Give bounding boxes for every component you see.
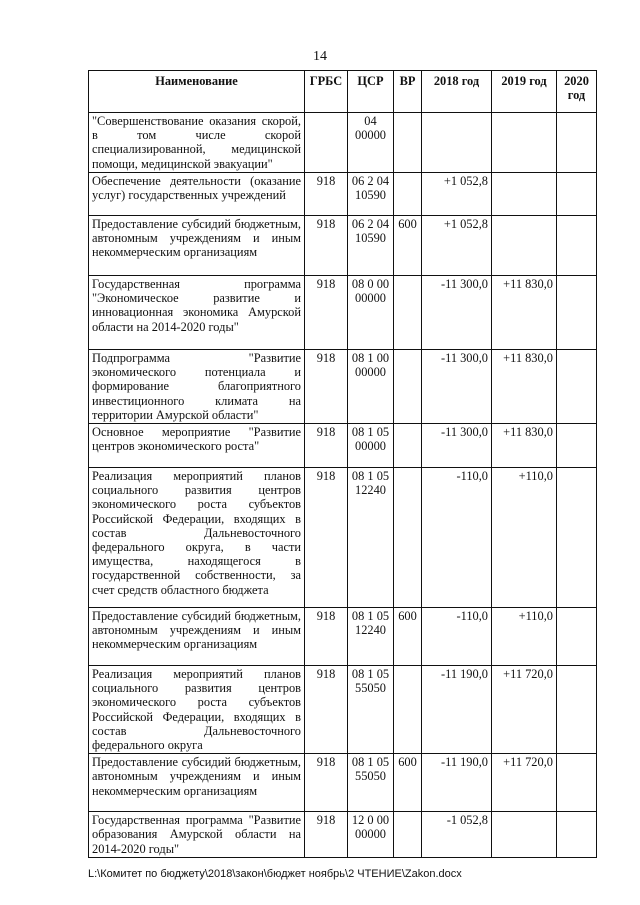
cell-csr: 08 1 05 00000: [348, 424, 394, 468]
table-row: [89, 666, 597, 754]
cell-csr: 12 0 00 00000: [348, 812, 394, 858]
cell-csr: 08 1 05 55050: [348, 754, 394, 812]
cell-2019: [492, 216, 557, 276]
table-row: [89, 173, 597, 216]
header-csr: ЦСР: [348, 71, 394, 113]
cell-csr: 08 1 00 00000: [348, 350, 394, 424]
cell-2019: +11 830,0: [492, 424, 557, 468]
cell-2018: -110,0: [422, 468, 492, 608]
cell-vr: [394, 424, 422, 468]
cell-vr: [394, 468, 422, 608]
cell-csr: 06 2 04 10590: [348, 216, 394, 276]
table-header-row: [89, 71, 597, 113]
cell-2020: [557, 608, 597, 666]
cell-2018: [422, 113, 492, 173]
page-number: 14: [313, 49, 327, 64]
cell-name: Государственная программа "Экономическое развитие и инновационная экономика Амурской области на 2014-2020 годы": [89, 276, 305, 350]
cell-name: Предоставление субсидий бюджетным, автономным учреждениям и иным некоммерческим организациям: [89, 754, 305, 812]
header-2018: 2018 год: [422, 71, 492, 113]
cell-grbs: 918: [305, 276, 348, 350]
cell-vr: [394, 276, 422, 350]
header-name: Наименование: [89, 71, 305, 113]
cell-name: Реализация мероприятий планов социального развития центров экономического роста субъектов Российской Федерации, входящих в состав Дальневосточного федерального округа, в части имущества, находящегося в государственной собственности, за счет средств областного бюджета: [89, 468, 305, 608]
cell-vr: [394, 812, 422, 858]
cell-2018: -11 300,0: [422, 424, 492, 468]
cell-vr: 600: [394, 608, 422, 666]
cell-2019: [492, 812, 557, 858]
cell-name: Подпрограмма "Развитие экономического потенциала и формирование благоприятного инвестиционного климата на территории Амурской области": [89, 350, 305, 424]
cell-2018: -11 190,0: [422, 754, 492, 812]
cell-grbs: 918: [305, 350, 348, 424]
cell-2019: +110,0: [492, 468, 557, 608]
cell-grbs: 918: [305, 468, 348, 608]
cell-2020: [557, 113, 597, 173]
cell-2019: [492, 113, 557, 173]
cell-2018: -11 300,0: [422, 276, 492, 350]
header-grbs: ГРБС: [305, 71, 348, 113]
table-row: [89, 113, 597, 173]
cell-2019: +11 720,0: [492, 754, 557, 812]
cell-vr: [394, 666, 422, 754]
cell-csr: 04 00000: [348, 113, 394, 173]
table-row: [89, 468, 597, 608]
footer-file-path: L:\Комитет по бюджету\2018\закон\бюджет ноябрь\2 ЧТЕНИЕ\Zakon.docx: [88, 868, 462, 880]
table-row: [89, 350, 597, 424]
cell-vr: [394, 350, 422, 424]
table-row: [89, 424, 597, 468]
cell-grbs: [305, 113, 348, 173]
cell-2020: [557, 812, 597, 858]
cell-grbs: 918: [305, 666, 348, 754]
cell-name: Государственная программа "Развитие образования Амурской области на 2014-2020 годы": [89, 812, 305, 858]
cell-grbs: 918: [305, 812, 348, 858]
cell-2020: [557, 468, 597, 608]
table-row: [89, 216, 597, 276]
cell-csr: 06 2 04 10590: [348, 173, 394, 216]
cell-csr: 08 1 05 55050: [348, 666, 394, 754]
cell-csr: 08 1 05 12240: [348, 468, 394, 608]
header-2020: 2020 год: [557, 71, 597, 113]
cell-2018: -11 190,0: [422, 666, 492, 754]
cell-vr: 600: [394, 754, 422, 812]
cell-csr: 08 1 05 12240: [348, 608, 394, 666]
cell-2019: [492, 173, 557, 216]
cell-vr: 600: [394, 216, 422, 276]
budget-table: [88, 70, 597, 858]
cell-name: "Совершенствование оказания скорой, в том числе скорой специализированной, медицинской помощи, медицинской эвакуации": [89, 113, 305, 173]
cell-2020: [557, 424, 597, 468]
cell-2018: -110,0: [422, 608, 492, 666]
table-row: [89, 812, 597, 858]
cell-name: Реализация мероприятий планов социального развития центров экономического роста субъектов Российской Федерации, входящих в состав Дальневосточного федерального округа: [89, 666, 305, 754]
cell-2018: +1 052,8: [422, 173, 492, 216]
cell-name: Обеспечение деятельности (оказание услуг) государственных учреждений: [89, 173, 305, 216]
table-row: [89, 608, 597, 666]
cell-csr: 08 0 00 00000: [348, 276, 394, 350]
table-row: [89, 754, 597, 812]
cell-grbs: 918: [305, 754, 348, 812]
cell-2019: +11 720,0: [492, 666, 557, 754]
cell-grbs: 918: [305, 216, 348, 276]
cell-name: Предоставление субсидий бюджетным, автономным учреждениям и иным некоммерческим организациям: [89, 608, 305, 666]
cell-vr: [394, 113, 422, 173]
cell-grbs: 918: [305, 608, 348, 666]
cell-2020: [557, 350, 597, 424]
cell-name: Предоставление субсидий бюджетным, автономным учреждениям и иным некоммерческим организациям: [89, 216, 305, 276]
cell-2018: +1 052,8: [422, 216, 492, 276]
header-2019: 2019 год: [492, 71, 557, 113]
cell-2019: +11 830,0: [492, 350, 557, 424]
cell-2020: [557, 276, 597, 350]
cell-2020: [557, 754, 597, 812]
cell-2020: [557, 666, 597, 754]
cell-2020: [557, 173, 597, 216]
cell-vr: [394, 173, 422, 216]
cell-grbs: 918: [305, 424, 348, 468]
cell-2018: -11 300,0: [422, 350, 492, 424]
cell-name: Основное мероприятие "Развитие центров экономического роста": [89, 424, 305, 468]
table-row: [89, 276, 597, 350]
header-vr: ВР: [394, 71, 422, 113]
cell-2019: +11 830,0: [492, 276, 557, 350]
cell-2020: [557, 216, 597, 276]
cell-grbs: 918: [305, 173, 348, 216]
cell-2019: +110,0: [492, 608, 557, 666]
cell-2018: -1 052,8: [422, 812, 492, 858]
table-body: [89, 113, 597, 858]
